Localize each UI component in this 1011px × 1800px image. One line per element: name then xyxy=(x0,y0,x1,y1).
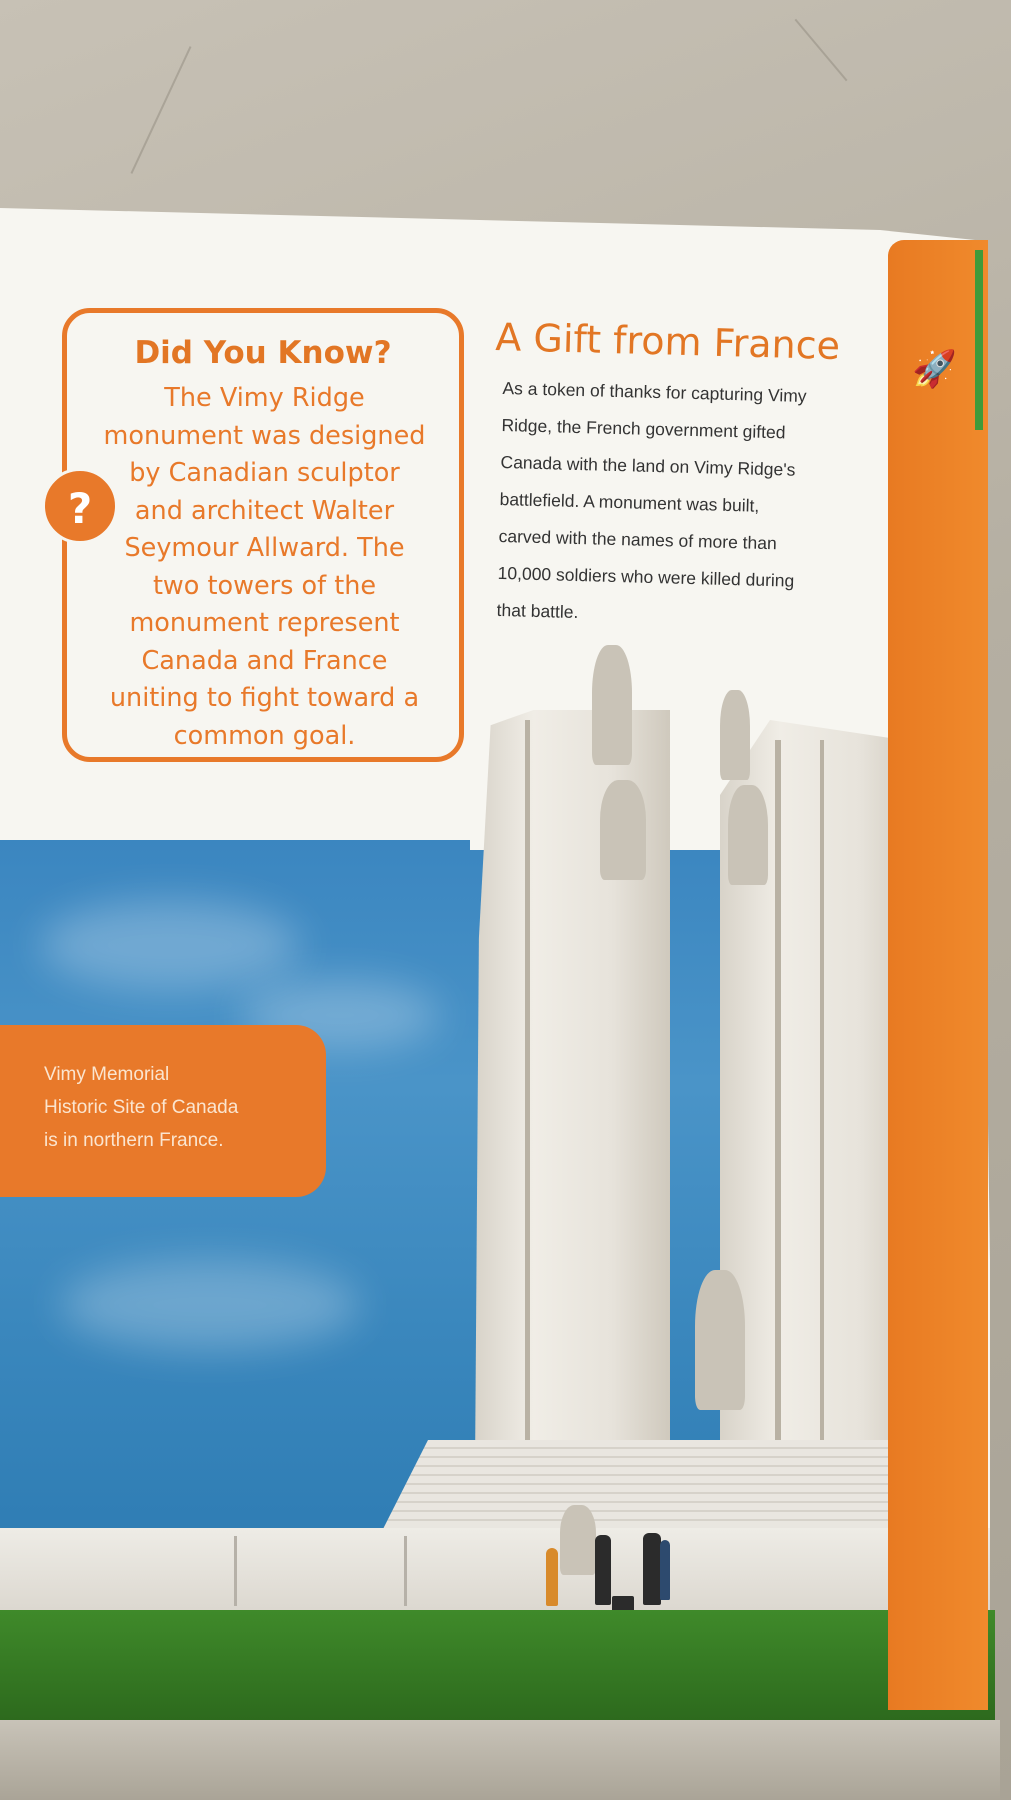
figure-lower xyxy=(695,1270,745,1410)
gift-line: As a token of thanks for capturing Vimy xyxy=(502,377,807,406)
gift-line: carved with the names of more than xyxy=(498,525,778,554)
figure-left xyxy=(600,780,646,880)
did-you-know-line: and architect Walter xyxy=(134,495,395,526)
sidebar-stripe xyxy=(888,240,988,1710)
left-tower-groove xyxy=(525,720,530,1460)
top-statue-left xyxy=(592,645,632,765)
visitor xyxy=(643,1533,661,1605)
caption-line: Vimy Memorial xyxy=(44,1064,170,1085)
gift-body xyxy=(496,370,858,638)
did-you-know-line: monument was designed xyxy=(103,420,426,451)
gift-line: that battle. xyxy=(496,599,579,623)
did-you-know-text xyxy=(92,380,437,755)
top-statue-right xyxy=(720,690,750,780)
caption-text xyxy=(44,1058,314,1157)
monument-base-wall xyxy=(0,1528,990,1610)
cloud xyxy=(60,1260,360,1350)
visitor xyxy=(660,1540,670,1600)
question-mark-icon: ? xyxy=(42,468,118,544)
caption-line: Historic Site of Canada xyxy=(44,1097,239,1118)
did-you-know-line: by Canadian sculptor xyxy=(129,458,400,488)
did-you-know-line: Seymour Allward. The xyxy=(124,533,405,563)
page-bottom-shadow xyxy=(0,1720,1000,1800)
cloud xyxy=(40,900,300,990)
right-tower-groove xyxy=(820,740,824,1440)
gift-title: A Gift from France xyxy=(494,315,841,369)
base-wall-joint xyxy=(404,1536,407,1606)
base-statue xyxy=(560,1505,596,1575)
caption-line: is in northern France. xyxy=(44,1130,224,1151)
right-tower-groove xyxy=(775,740,781,1440)
gift-line: Canada with the land on Vimy Ridge's xyxy=(500,451,796,480)
gift-line: Ridge, the French government gifted xyxy=(501,414,786,443)
did-you-know-line: uniting to fight toward a xyxy=(109,683,420,713)
did-you-know-line: monument represent xyxy=(129,608,400,638)
gift-line: 10,000 soldiers who were killed during xyxy=(497,562,795,591)
gift-line: battlefield. A monument was built, xyxy=(499,488,760,516)
did-you-know-line: Canada and France xyxy=(141,645,388,676)
base-wall-joint xyxy=(234,1536,237,1606)
did-you-know-line: The Vimy Ridge xyxy=(164,383,365,413)
visitor xyxy=(595,1535,611,1605)
did-you-know-title: Did You Know? xyxy=(134,335,392,371)
sidebar-green-edge xyxy=(975,250,983,430)
did-you-know-line: two towers of the xyxy=(152,570,377,601)
figure-right xyxy=(728,785,768,885)
grass xyxy=(0,1610,995,1720)
visitor xyxy=(546,1548,558,1606)
rocket-icon: 🚀 xyxy=(912,349,957,390)
did-you-know-line: common goal. xyxy=(173,720,356,751)
